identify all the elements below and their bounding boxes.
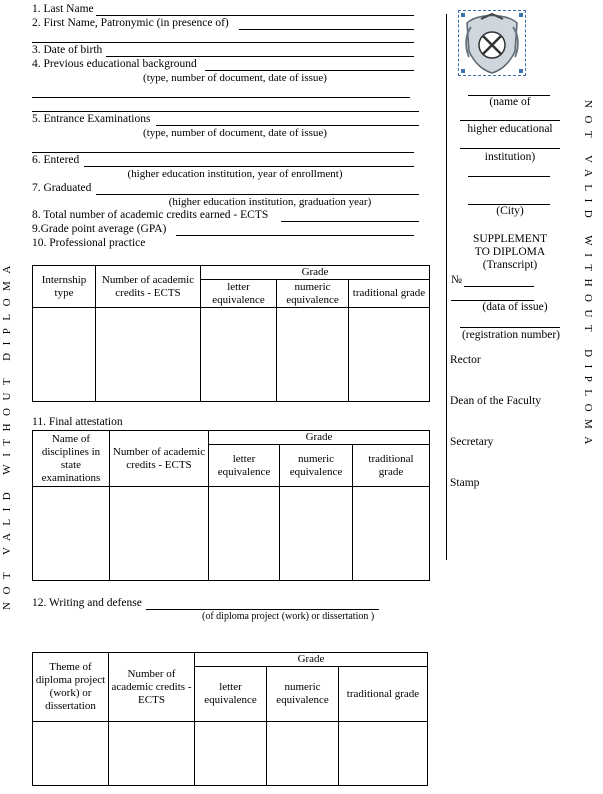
secretary-label: Secretary	[450, 436, 494, 448]
entered-label: 6. Entered	[32, 154, 80, 166]
graduated-label: 7. Graduated	[32, 182, 92, 194]
attestation-table-cell[interactable]	[209, 487, 280, 581]
writing-table-header-numeric: numeric equivalence	[267, 667, 339, 722]
panel-divider	[446, 14, 447, 560]
writing-table-cell[interactable]	[109, 722, 195, 786]
practice-table-header-traditional: traditional grade	[349, 280, 430, 308]
entrance-line[interactable]	[156, 125, 419, 126]
writing-table-cell[interactable]	[33, 722, 109, 786]
institution-label: institution)	[484, 151, 536, 163]
date-of-issue-label: (data of issue)	[482, 301, 548, 313]
credits-label: 8. Total number of academic credits earned - ECTS	[32, 209, 269, 221]
attestation-table-header-credits: Number of academic credits - ECTS	[110, 431, 209, 487]
number-sign: №	[451, 274, 462, 286]
graduated-hint: (higher education institution, graduation year)	[168, 196, 372, 208]
supplement-title-3: (Transcript)	[482, 259, 538, 271]
writing-table-cell[interactable]	[195, 722, 267, 786]
dob-label: 3. Date of birth	[32, 44, 103, 56]
practice-table-cell[interactable]	[349, 308, 430, 402]
prev-edu-label: 4. Previous educational background	[32, 58, 197, 70]
practice-table-cell[interactable]	[33, 308, 96, 402]
left-side-watermark-text: NOT VALID WITHOUT DIPLOMA	[1, 258, 13, 610]
attestation-table-header-numeric: numeric equivalence	[280, 445, 353, 487]
practice-table	[32, 265, 430, 402]
institution-name-line-3[interactable]	[460, 148, 560, 149]
last-name-line[interactable]	[96, 15, 414, 16]
practice-label: 10. Professional practice	[32, 237, 146, 249]
number-line[interactable]	[464, 286, 534, 287]
higher-educational-label: higher educational	[467, 123, 553, 135]
city-label: (City)	[496, 205, 524, 217]
registration-line[interactable]	[460, 327, 560, 328]
attestation-table-header-disciplines: Name of disciplines in state examinations	[33, 431, 110, 487]
entrance-label: 5. Entrance Examinations	[32, 113, 151, 125]
practice-table-cell[interactable]	[201, 308, 277, 402]
gpa-line[interactable]	[176, 235, 414, 236]
writing-table-header-letter: letter equivalence	[195, 667, 267, 722]
attestation-table-cell[interactable]	[280, 487, 353, 581]
attestation-table-header-traditional: traditional grade	[353, 445, 430, 487]
writing-line[interactable]	[146, 609, 379, 610]
right-side-watermark-text: NOT VALID WITHOUT DIPLOMA	[582, 100, 594, 452]
entered-hint: (higher education institution, year of enrollment)	[127, 168, 343, 180]
practice-table-cell[interactable]	[96, 308, 201, 402]
attestation-label: 11. Final attestation	[32, 416, 123, 428]
prev-edu-line[interactable]	[205, 70, 414, 71]
practice-table-header-letter: letter equivalence	[201, 280, 277, 308]
writing-table-cell[interactable]	[267, 722, 339, 786]
entrance-hint: (type, number of document, date of issue)	[143, 127, 327, 139]
prev-edu-line-3[interactable]	[32, 111, 419, 112]
attestation-table-cell[interactable]	[353, 487, 430, 581]
rector-label: Rector	[450, 354, 481, 366]
dean-label: Dean of the Faculty	[450, 395, 542, 407]
writing-table-header-theme: Theme of diploma project (work) or dissertation	[33, 653, 109, 722]
practice-table-header-grade: Grade	[201, 266, 430, 280]
institution-name-line-4[interactable]	[468, 176, 550, 177]
practice-table-header-type: Internship type	[33, 266, 96, 308]
writing-label: 12. Writing and defense	[32, 597, 142, 609]
coat-of-arms-icon	[459, 11, 525, 75]
practice-table-header-credits: Number of academic credits - ECTS	[96, 266, 201, 308]
attestation-table-cell[interactable]	[110, 487, 209, 581]
first-name-line-2[interactable]	[32, 42, 414, 43]
prev-edu-hint: (type, number of document, date of issue)	[143, 72, 327, 84]
credits-line[interactable]	[281, 221, 419, 222]
gpa-label: 9.Grade point average (GPA)	[32, 223, 167, 235]
prev-edu-line-2[interactable]	[32, 97, 410, 98]
first-name-line[interactable]	[239, 29, 414, 30]
practice-table-header-numeric: numeric equivalence	[277, 280, 349, 308]
graduated-line[interactable]	[96, 194, 419, 195]
name-of-label: (name of	[489, 96, 531, 108]
stamp-label: Stamp	[450, 477, 480, 489]
writing-hint: (of diploma project (work) or dissertation )	[202, 611, 375, 622]
writing-table-cell[interactable]	[339, 722, 428, 786]
entrance-line-2[interactable]	[32, 152, 414, 153]
dob-line[interactable]	[106, 56, 414, 57]
writing-table-header-traditional: traditional grade	[339, 667, 428, 722]
practice-table-cell[interactable]	[277, 308, 349, 402]
supplement-title-1: SUPPLEMENT	[472, 233, 548, 245]
emblem-frame[interactable]	[458, 10, 526, 76]
registration-number-label: (registration number)	[461, 329, 561, 341]
writing-table	[32, 652, 428, 786]
attestation-table-cell[interactable]	[33, 487, 110, 581]
institution-name-line-2[interactable]	[460, 120, 560, 121]
attestation-table-header-grade: Grade	[209, 431, 430, 445]
first-name-label: 2. First Name, Patronymic (in presence of)	[32, 17, 229, 29]
last-name-label: 1. Last Name	[32, 3, 94, 15]
attestation-table	[32, 430, 430, 581]
writing-table-header-credits: Number of academic credits - ECTS	[109, 653, 195, 722]
attestation-table-header-letter: letter equivalence	[209, 445, 280, 487]
supplement-title-2: TO DIPLOMA	[474, 246, 546, 258]
writing-table-header-grade: Grade	[195, 653, 428, 667]
entered-line[interactable]	[84, 166, 414, 167]
